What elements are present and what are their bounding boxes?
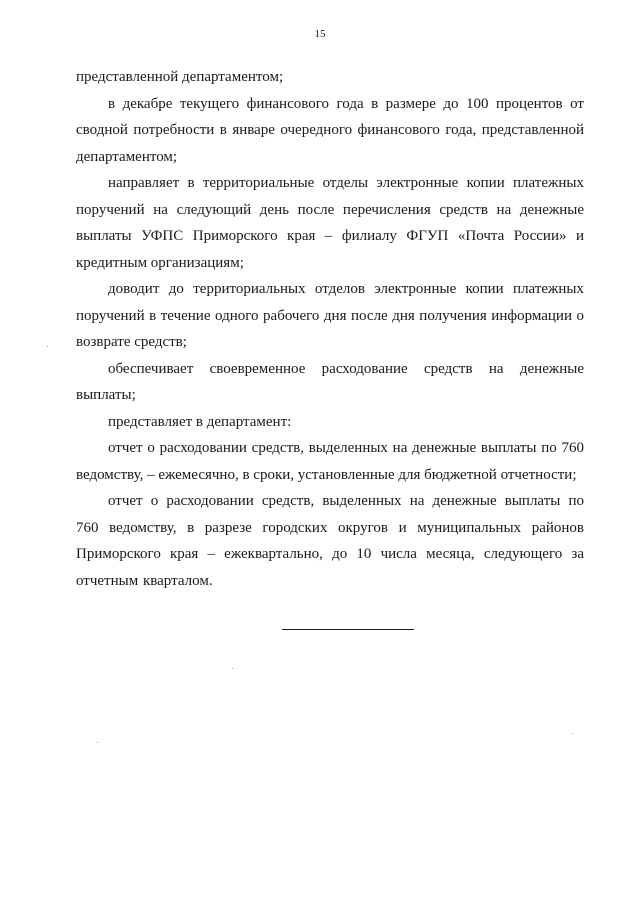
page-number: 15: [314, 28, 326, 40]
scan-speck: [97, 742, 98, 743]
paragraph-monthly-report: отчет о расходовании средств, выделенных на денежные выплаты по 760 ведомству, – ежемесячно, в сроки, установленные для бюджетной отчетности;: [76, 440, 584, 483]
scan-speck: [232, 668, 233, 669]
paragraph-submits-to-department: представляет в департамент:: [108, 413, 292, 430]
paragraph-quarterly-report: отчет о расходовании средств, выделенных на денежные выплаты по 760 ведомству, в разрезе городских округов и муниципальных районов Приморского края – ежеквартально, до 10 числа месяца, следующего за отчетным кварталом.: [76, 493, 584, 589]
end-of-text-rule: [282, 629, 414, 630]
scan-speck: [572, 733, 573, 734]
paragraph-communicates-to-departments: доводит до территориальных отделов электронные копии платежных поручений в течение одного рабочего дня после дня получения информации о возврате средств;: [76, 281, 584, 350]
paragraph-ensures-spending: обеспечивает своевременное расходование средств на денежные выплаты;: [76, 360, 584, 403]
paragraph-december-funding: в декабре текущего финансового года в размере до 100 процентов от сводной потребности в январе очередного финансового года, представленной департаментом;: [76, 95, 584, 165]
paragraph-continuation: представленной департаментом;: [76, 69, 284, 85]
paragraph-sends-payment-copies: направляет в территориальные отделы электронные копии платежных поручений на следующий день после перечисления средств на денежные выплаты УФПС Приморского края – филиалу ФГУП «Почта России» и кредитным организациям;: [76, 175, 584, 271]
document-body: [76, 64, 584, 594]
scan-speck: [47, 346, 48, 347]
